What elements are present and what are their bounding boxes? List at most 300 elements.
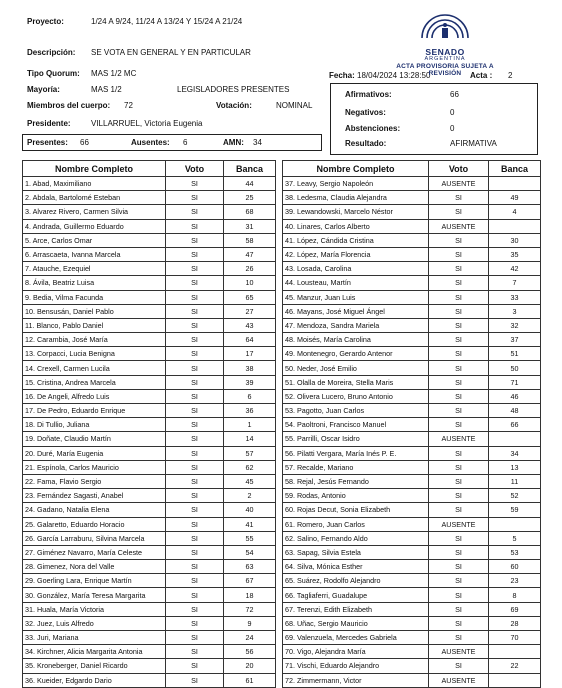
fecha-label: Fecha: — [329, 71, 355, 80]
seat-cell: 39 — [224, 375, 276, 389]
legislator-name: 43. Losada, Carolina — [283, 262, 429, 276]
seat-cell: 51 — [489, 347, 541, 361]
table-row — [283, 347, 541, 361]
vote-cell: SI — [429, 318, 489, 332]
legislator-name: 6. Arrascaeta, Ivanna Marcela — [23, 247, 166, 261]
table-row — [283, 588, 541, 602]
vote-cell: SI — [166, 474, 224, 488]
table-row — [23, 560, 276, 574]
vote-cell: SI — [166, 347, 224, 361]
legislators-table-left — [22, 160, 276, 688]
header-seat: Banca — [224, 161, 276, 177]
legislator-name: 38. Ledesma, Claudia Alejandra — [283, 191, 429, 205]
table-row — [283, 645, 541, 659]
seat-cell: 34 — [489, 446, 541, 460]
legislator-name: 68. Uñac, Sergio Mauricio — [283, 616, 429, 630]
header-vote: Voto — [429, 161, 489, 177]
table-row — [23, 389, 276, 403]
seat-cell: 38 — [224, 361, 276, 375]
presentes-label: Presentes: — [27, 138, 68, 147]
seat-cell: 5 — [489, 531, 541, 545]
vote-cell: SI — [166, 404, 224, 418]
amn-value: 34 — [253, 138, 262, 147]
legislators-table-right — [282, 160, 541, 688]
legislator-name: 33. Juri, Mariana — [23, 631, 166, 645]
legislator-name: 49. Montenegro, Gerardo Antenor — [283, 347, 429, 361]
legislator-name: 64. Silva, Mónica Esther — [283, 560, 429, 574]
table-row — [23, 659, 276, 673]
vote-cell: AUSENTE — [429, 645, 489, 659]
vote-cell: SI — [429, 659, 489, 673]
vote-cell: SI — [166, 616, 224, 630]
vote-cell: SI — [429, 503, 489, 517]
vote-cell: SI — [166, 177, 224, 191]
seat-cell: 55 — [224, 531, 276, 545]
resultado-value: AFIRMATIVA — [450, 139, 497, 148]
seat-cell: 9 — [224, 616, 276, 630]
table-row — [283, 247, 541, 261]
vote-cell: AUSENTE — [429, 177, 489, 191]
table-row — [23, 205, 276, 219]
legislator-name: 30. González, María Teresa Margarita — [23, 588, 166, 602]
miembros-label: Miembros del cuerpo: — [27, 101, 111, 110]
vote-cell: SI — [166, 361, 224, 375]
table-row — [23, 645, 276, 659]
legislator-name: 45. Manzur, Juan Luis — [283, 290, 429, 304]
table-row — [23, 460, 276, 474]
seat-cell: 28 — [489, 616, 541, 630]
table-row — [23, 276, 276, 290]
vote-cell: SI — [429, 191, 489, 205]
seat-cell: 36 — [224, 404, 276, 418]
vote-cell: SI — [429, 616, 489, 630]
seat-cell: 27 — [224, 304, 276, 318]
vote-cell: SI — [166, 375, 224, 389]
seat-cell: 4 — [489, 205, 541, 219]
table-row — [283, 375, 541, 389]
legislator-name: 14. Crexell, Carmen Lucila — [23, 361, 166, 375]
table-row — [283, 460, 541, 474]
table-header-row — [23, 161, 276, 177]
legislator-name: 65. Suárez, Rodolfo Alejandro — [283, 574, 429, 588]
seat-cell: 71 — [489, 375, 541, 389]
table-row — [23, 361, 276, 375]
vote-cell: SI — [429, 460, 489, 474]
seat-cell: 25 — [224, 191, 276, 205]
table-row — [23, 262, 276, 276]
vote-cell: SI — [429, 205, 489, 219]
legislator-name: 35. Kroneberger, Daniel Ricardo — [23, 659, 166, 673]
seat-cell: 17 — [224, 347, 276, 361]
table-row — [23, 404, 276, 418]
legislator-name: 61. Romero, Juan Carlos — [283, 517, 429, 531]
legislator-name: 60. Rojas Decut, Sonia Elizabeth — [283, 503, 429, 517]
table-row — [23, 517, 276, 531]
resultado-label: Resultado: — [345, 139, 387, 148]
presidente-label: Presidente: — [27, 119, 71, 128]
legislator-name: 50. Neder, José Emilio — [283, 361, 429, 375]
table-row — [283, 318, 541, 332]
legislator-name: 5. Arce, Carlos Omar — [23, 233, 166, 247]
ausentes-value: 6 — [183, 138, 188, 147]
results-box — [330, 83, 538, 155]
vote-cell: SI — [429, 631, 489, 645]
vote-cell: SI — [429, 375, 489, 389]
legislator-name: 12. Carambia, José María — [23, 333, 166, 347]
table-row — [23, 602, 276, 616]
table-row — [283, 191, 541, 205]
table-row — [283, 602, 541, 616]
vote-cell: SI — [429, 474, 489, 488]
counts-box — [22, 134, 322, 151]
vote-cell: SI — [166, 531, 224, 545]
seat-cell: 64 — [224, 333, 276, 347]
table-row — [23, 191, 276, 205]
table-row — [283, 616, 541, 630]
legislator-name: 19. Doñate, Claudio Martín — [23, 432, 166, 446]
seat-cell — [489, 177, 541, 191]
table-row — [283, 489, 541, 503]
table-row — [283, 219, 541, 233]
vote-cell: SI — [429, 290, 489, 304]
seat-cell: 72 — [224, 602, 276, 616]
vote-cell: SI — [166, 247, 224, 261]
seal-name: SENADO — [425, 47, 465, 57]
legislator-name: 22. Fama, Flavio Sergio — [23, 474, 166, 488]
vote-cell: SI — [429, 233, 489, 247]
seal-country: ARGENTINA — [424, 56, 466, 62]
legislator-name: 41. López, Cándida Cristina — [283, 233, 429, 247]
legislator-name: 44. Lousteau, Martín — [283, 276, 429, 290]
seat-cell: 45 — [224, 474, 276, 488]
fecha-value: 18/04/2024 13:28:50 — [357, 71, 431, 80]
legislator-name: 53. Pagotto, Juan Carlos — [283, 404, 429, 418]
header-name: Nombre Completo — [23, 161, 166, 177]
legislator-name: 26. García Larraburu, Silvina Marcela — [23, 531, 166, 545]
vote-cell: SI — [166, 645, 224, 659]
seat-cell: 7 — [489, 276, 541, 290]
table-row — [283, 659, 541, 673]
abstenciones-value: 0 — [450, 124, 455, 133]
negativos-value: 0 — [450, 108, 455, 117]
seat-cell: 61 — [224, 673, 276, 687]
legislator-name: 72. Zimmermann, Victor — [283, 673, 429, 687]
legislator-name: 37. Leavy, Sergio Napoleón — [283, 177, 429, 191]
seat-cell: 42 — [489, 262, 541, 276]
vote-cell: SI — [429, 531, 489, 545]
vote-cell: SI — [166, 460, 224, 474]
header-seat: Banca — [489, 161, 541, 177]
legislator-name: 10. Bensusán, Daniel Pablo — [23, 304, 166, 318]
seat-cell: 24 — [224, 631, 276, 645]
vote-cell: SI — [166, 446, 224, 460]
table-row — [23, 233, 276, 247]
legisladores-presentes-text: LEGISLADORES PRESENTES — [177, 85, 290, 94]
seat-cell: 56 — [224, 645, 276, 659]
table-row — [23, 574, 276, 588]
vote-cell: SI — [166, 191, 224, 205]
vote-cell: SI — [429, 418, 489, 432]
seat-cell — [489, 517, 541, 531]
vote-cell: SI — [429, 560, 489, 574]
header-vote: Voto — [166, 161, 224, 177]
seat-cell: 62 — [224, 460, 276, 474]
legislator-name: 24. Gadano, Natalia Elena — [23, 503, 166, 517]
seat-cell: 33 — [489, 290, 541, 304]
vote-cell: SI — [166, 333, 224, 347]
presentes-value: 66 — [80, 138, 89, 147]
legislator-name: 15. Cristina, Andrea Marcela — [23, 375, 166, 389]
vote-cell: SI — [429, 446, 489, 460]
vote-cell: AUSENTE — [429, 673, 489, 687]
seat-cell: 43 — [224, 318, 276, 332]
table-row — [283, 631, 541, 645]
table-row — [23, 219, 276, 233]
seat-cell: 26 — [224, 262, 276, 276]
vote-cell: SI — [429, 545, 489, 559]
seat-cell: 8 — [489, 588, 541, 602]
vote-cell: SI — [166, 219, 224, 233]
seat-cell: 30 — [489, 233, 541, 247]
vote-cell: AUSENTE — [429, 219, 489, 233]
table-row — [283, 304, 541, 318]
table-row — [283, 389, 541, 403]
seat-cell: 23 — [489, 574, 541, 588]
table-row — [283, 404, 541, 418]
vote-cell: SI — [429, 361, 489, 375]
seat-cell: 46 — [489, 389, 541, 403]
seat-cell: 68 — [224, 205, 276, 219]
table-header-row — [283, 161, 541, 177]
seat-cell: 6 — [224, 389, 276, 403]
vote-cell: SI — [166, 659, 224, 673]
votacion-value: NOMINAL — [276, 101, 313, 110]
table-row — [23, 347, 276, 361]
negativos-label: Negativos: — [345, 108, 386, 117]
afirmativos-value: 66 — [450, 90, 459, 99]
legislator-name: 52. Olivera Lucero, Bruno Antonio — [283, 389, 429, 403]
vote-cell: SI — [429, 304, 489, 318]
vote-cell: SI — [166, 631, 224, 645]
legislator-name: 28. Gimenez, Nora del Valle — [23, 560, 166, 574]
legislator-name: 11. Blanco, Pablo Daniel — [23, 318, 166, 332]
table-row — [283, 333, 541, 347]
seat-cell: 44 — [224, 177, 276, 191]
vote-cell: SI — [166, 318, 224, 332]
legislator-name: 7. Atauche, Ezequiel — [23, 262, 166, 276]
senado-dome-icon — [396, 12, 494, 42]
vote-cell: SI — [166, 389, 224, 403]
table-row — [283, 531, 541, 545]
table-row — [23, 432, 276, 446]
proyecto-value: 1/24 A 9/24, 11/24 A 13/24 Y 15/24 A 21/24 — [91, 17, 243, 26]
seat-cell — [489, 432, 541, 446]
legislator-name: 71. Vischi, Eduardo Alejandro — [283, 659, 429, 673]
seat-cell: 10 — [224, 276, 276, 290]
legislator-name: 32. Juez, Luis Alfredo — [23, 616, 166, 630]
vote-cell: SI — [166, 517, 224, 531]
legislator-name: 29. Goerling Lara, Enrique Martín — [23, 574, 166, 588]
vote-cell: AUSENTE — [429, 432, 489, 446]
legislator-name: 16. De Angeli, Alfredo Luis — [23, 389, 166, 403]
vote-cell: SI — [429, 247, 489, 261]
amn-label: AMN: — [223, 138, 244, 147]
legislator-name: 67. Terenzi, Edith Elizabeth — [283, 602, 429, 616]
vote-cell: SI — [166, 233, 224, 247]
vote-cell: SI — [429, 489, 489, 503]
seat-cell: 1 — [224, 418, 276, 432]
ausentes-label: Ausentes: — [131, 138, 170, 147]
vote-cell: SI — [429, 574, 489, 588]
seat-cell: 63 — [224, 560, 276, 574]
vote-cell: SI — [429, 262, 489, 276]
legislator-name: 47. Mendoza, Sandra Mariela — [283, 318, 429, 332]
seat-cell: 22 — [489, 659, 541, 673]
legislator-name: 18. Di Tullio, Juliana — [23, 418, 166, 432]
mayoria-label: Mayoría: — [27, 85, 60, 94]
abstenciones-label: Abstenciones: — [345, 124, 401, 133]
table-row — [283, 503, 541, 517]
votacion-label: Votación: — [216, 101, 252, 110]
seat-cell: 13 — [489, 460, 541, 474]
legislator-name: 8. Ávila, Beatriz Luisa — [23, 276, 166, 290]
seat-cell: 20 — [224, 659, 276, 673]
vote-cell: SI — [429, 588, 489, 602]
table-row — [283, 574, 541, 588]
table-row — [283, 418, 541, 432]
seat-cell: 32 — [489, 318, 541, 332]
vote-cell: AUSENTE — [429, 517, 489, 531]
vote-cell: SI — [429, 602, 489, 616]
descripcion-label: Descripción: — [27, 48, 76, 57]
seat-cell: 3 — [489, 304, 541, 318]
table-row — [283, 517, 541, 531]
table-row — [23, 304, 276, 318]
descripcion-value: SE VOTA EN GENERAL Y EN PARTICULAR — [91, 48, 251, 57]
table-row — [283, 446, 541, 460]
legislator-name: 48. Moisés, María Carolina — [283, 333, 429, 347]
seat-cell: 35 — [489, 247, 541, 261]
acta-label: Acta : — [470, 71, 493, 80]
legislator-name: 54. Paoltroni, Francisco Manuel — [283, 418, 429, 432]
acta-value: 2 — [508, 71, 513, 80]
seat-cell: 70 — [489, 631, 541, 645]
legislator-name: 40. Linares, Carlos Alberto — [283, 219, 429, 233]
seat-cell: 50 — [489, 361, 541, 375]
table-row — [283, 361, 541, 375]
vote-cell: SI — [166, 673, 224, 687]
seat-cell: 65 — [224, 290, 276, 304]
seat-cell: 53 — [489, 545, 541, 559]
seat-cell: 40 — [224, 503, 276, 517]
seat-cell: 37 — [489, 333, 541, 347]
tipo-quorum-label: Tipo Quorum: — [27, 69, 80, 78]
table-row — [23, 616, 276, 630]
vote-cell: SI — [166, 205, 224, 219]
vote-cell: SI — [166, 503, 224, 517]
legislator-name: 31. Huala, María Victoria — [23, 602, 166, 616]
vote-cell: SI — [429, 347, 489, 361]
seat-cell: 57 — [224, 446, 276, 460]
vote-cell: SI — [166, 418, 224, 432]
legislator-name: 55. Parrilli, Oscar Isidro — [283, 432, 429, 446]
seat-cell: 48 — [489, 404, 541, 418]
vote-cell: SI — [166, 545, 224, 559]
vote-cell: SI — [166, 290, 224, 304]
vote-cell: SI — [166, 560, 224, 574]
table-row — [283, 233, 541, 247]
table-row — [23, 247, 276, 261]
legislator-name: 59. Rodas, Antonio — [283, 489, 429, 503]
legislator-name: 9. Bedia, Vilma Facunda — [23, 290, 166, 304]
legislator-name: 51. Olalla de Moreira, Stella Maris — [283, 375, 429, 389]
table-row — [283, 474, 541, 488]
table-row — [283, 290, 541, 304]
seat-cell: 69 — [489, 602, 541, 616]
seat-cell — [489, 673, 541, 687]
seat-cell: 66 — [489, 418, 541, 432]
vote-cell: SI — [429, 404, 489, 418]
legislator-name: 17. De Pedro, Eduardo Enrique — [23, 404, 166, 418]
vote-cell: SI — [166, 432, 224, 446]
table-row — [23, 631, 276, 645]
vote-cell: SI — [429, 389, 489, 403]
seal-caption: ACTA PROVISORIA SUJETA A REVISIÓN — [396, 63, 494, 77]
legislator-name: 3. Alvarez Rivero, Carmen Silvia — [23, 205, 166, 219]
legislator-name: 1. Abad, Maximiliano — [23, 177, 166, 191]
legislator-name: 36. Kueider, Edgardo Dario — [23, 673, 166, 687]
table-row — [283, 276, 541, 290]
legislator-name: 42. López, María Florencia — [283, 247, 429, 261]
vote-cell: SI — [166, 304, 224, 318]
seat-cell: 58 — [224, 233, 276, 247]
table-row — [283, 673, 541, 687]
proyecto-label: Proyecto: — [27, 17, 64, 26]
legislator-name: 66. Tagliaferri, Guadalupe — [283, 588, 429, 602]
legislator-name: 39. Lewandowski, Marcelo Néstor — [283, 205, 429, 219]
legislator-name: 63. Sapag, Silvia Estela — [283, 545, 429, 559]
miembros-value: 72 — [124, 101, 133, 110]
table-row — [23, 531, 276, 545]
table-row — [23, 177, 276, 191]
legislator-name: 25. Galaretto, Eduardo Horacio — [23, 517, 166, 531]
legislator-name: 2. Abdala, Bartolomé Esteban — [23, 191, 166, 205]
seat-cell: 11 — [489, 474, 541, 488]
legislator-name: 70. Vigo, Alejandra María — [283, 645, 429, 659]
presidente-value: VILLARRUEL, Victoria Eugenia — [91, 119, 203, 128]
table-row — [23, 375, 276, 389]
table-row — [23, 474, 276, 488]
table-row — [23, 673, 276, 687]
table-row — [23, 503, 276, 517]
mayoria-value: MAS 1/2 — [91, 85, 122, 94]
table-row — [23, 418, 276, 432]
legislator-name: 27. Giménez Navarro, María Celeste — [23, 545, 166, 559]
legislator-name: 21. Espínola, Carlos Mauricio — [23, 460, 166, 474]
seat-cell: 49 — [489, 191, 541, 205]
senado-seal — [396, 12, 494, 77]
legislator-name: 56. Pilatti Vergara, María Inés P. E. — [283, 446, 429, 460]
seat-cell: 47 — [224, 247, 276, 261]
table-row — [23, 333, 276, 347]
table-row — [23, 318, 276, 332]
seat-cell — [489, 645, 541, 659]
seat-cell: 52 — [489, 489, 541, 503]
table-row — [283, 262, 541, 276]
vote-cell: SI — [166, 602, 224, 616]
vote-cell: SI — [166, 489, 224, 503]
seat-cell: 54 — [224, 545, 276, 559]
